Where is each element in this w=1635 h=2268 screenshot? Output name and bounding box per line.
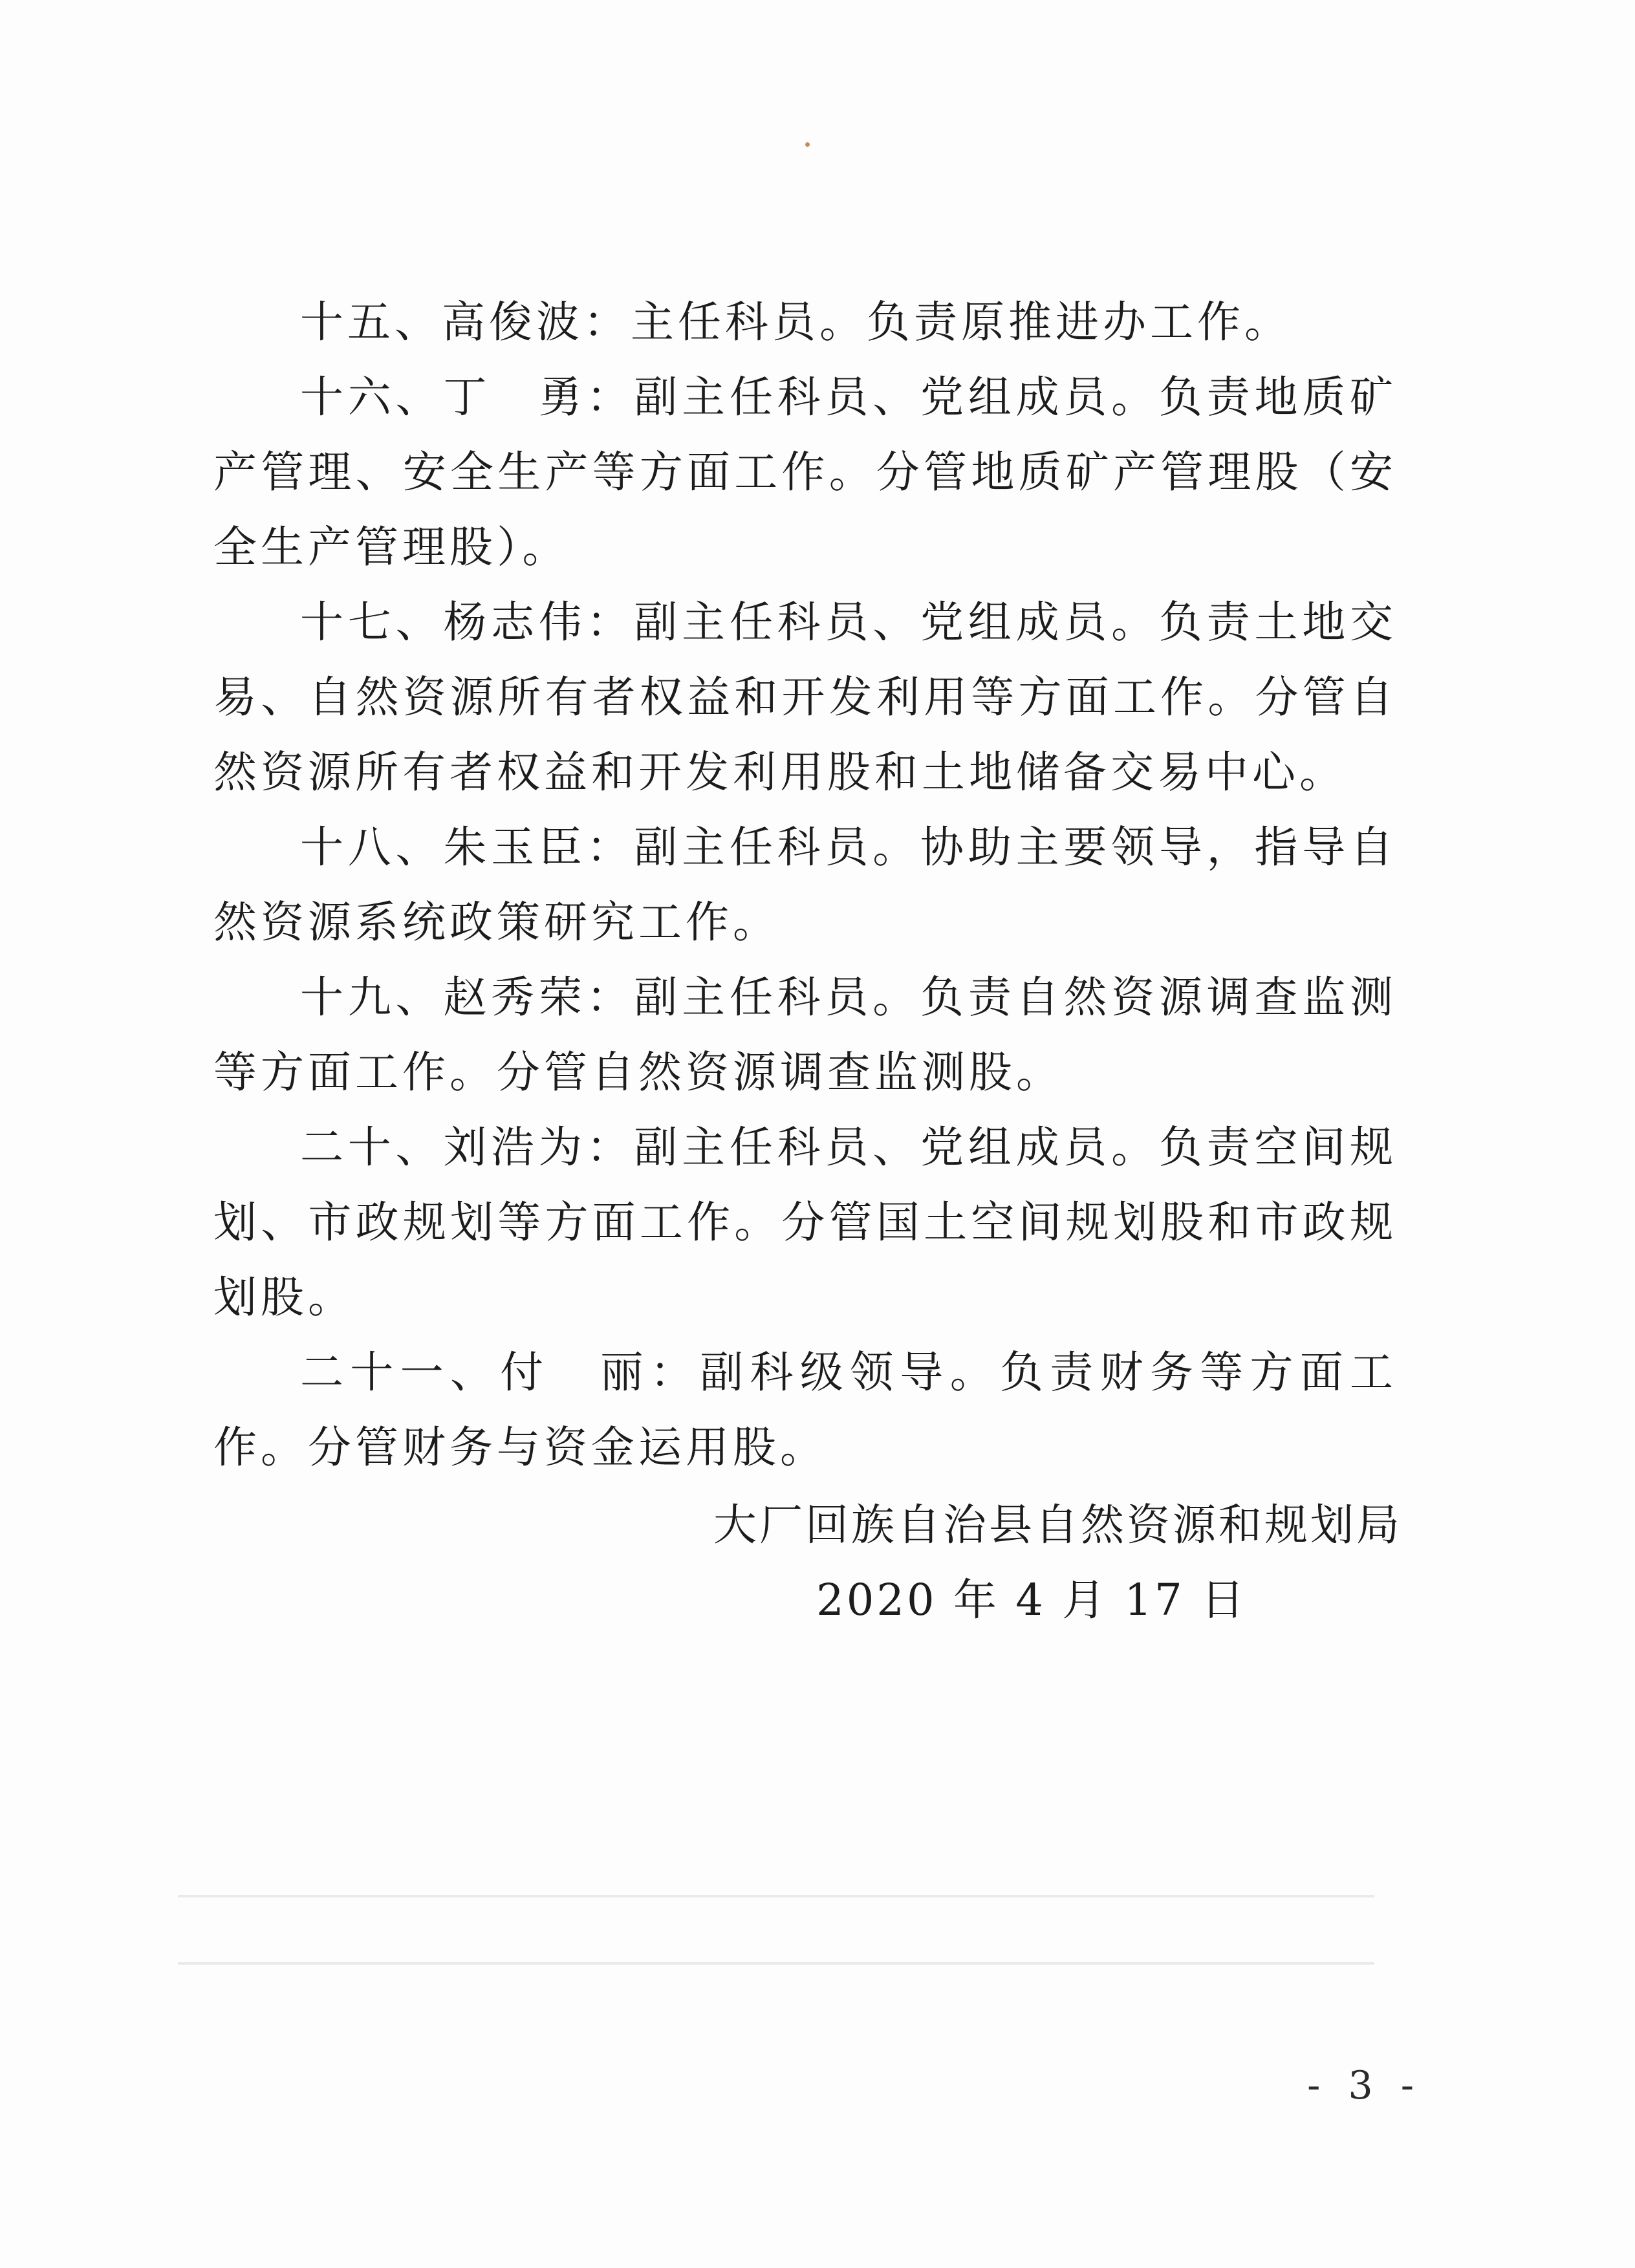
paragraph-21: 二十一、付 丽：副科级领导。负责财务等方面工作。分管财务与资金运用股。: [213, 1347, 1397, 1473]
paragraph-17: 十七、杨志伟：副主任科员、党组成员。负责土地交易、自然资源所有者权益和开发利用等方面工作。分管自然资源所有者权益和开发利用股和土地储备交易中心。: [213, 597, 1397, 797]
paragraph-20: 二十、刘浩为：副主任科员、党组成员。负责空间规划、市政规划等方面工作。分管国土空间规划股和市政规划股。: [213, 1122, 1397, 1323]
signature-block: [626, 1487, 1402, 1637]
ghost-row: [178, 1830, 1374, 1897]
ghost-row: [178, 1897, 1374, 1965]
page-number: - 3 -: [1307, 2063, 1422, 2108]
paragraph-16: 十六、丁 勇：副主任科员、党组成员。负责地质矿产管理、安全生产等方面工作。分管地质矿产管理股（安全生产管理股）。: [213, 372, 1397, 572]
paragraph-19: 十九、赵秀荣：副主任科员。负责自然资源调查监测等方面工作。分管自然资源调查监测股。: [213, 972, 1397, 1097]
paper-speck: [805, 142, 810, 147]
issuing-organization: 大厂回族自治县自然资源和规划局: [713, 1500, 1402, 1550]
paragraph-15: 十五、高俊波：主任科员。负责原推进办工作。: [300, 297, 1292, 347]
issue-date: 2020 年 4 月 17 日: [816, 1575, 1247, 1625]
body-text: [213, 285, 1397, 1485]
paragraph-18: 十八、朱玉臣：副主任科员。协助主要领导，指导自然资源系统政策研究工作。: [213, 822, 1397, 947]
bleed-through-table: [178, 1830, 1374, 1965]
